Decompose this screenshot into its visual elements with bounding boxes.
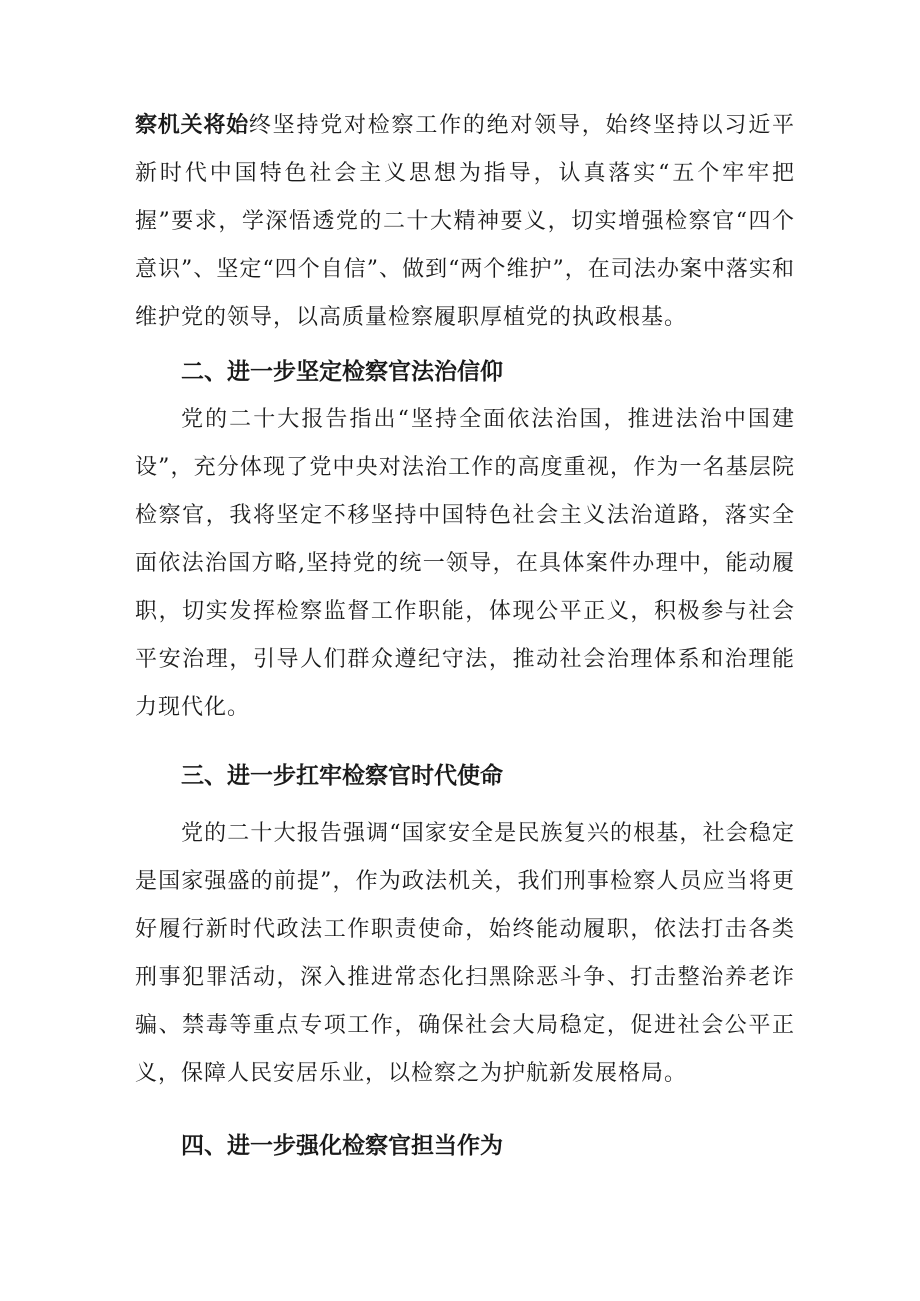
paragraph-3: 党的二十大报告强调“国家安全是民族复兴的根基，社会稳定是国家强盛的前提”，作为政法机关，我们刑事检察人员应当将更好履行新时代政法工作职责使命，始终能动履职，依法打击各类刑事犯罪活动，深入推进常态化扫黑除恶斗争、打击整治养老诈骗、禁毒等重点专项工作，确保社会大局稳定，促进社会公平正义，保障人民安居乐业，以检察之为护航新发展格局。 xyxy=(135,821,795,1086)
section-heading-3: 三、进一步扛牢检察官时代使命 xyxy=(181,763,503,789)
paragraph-1 xyxy=(135,102,795,342)
section-heading-4: 四、进一步强化检察官担当作为 xyxy=(181,1133,503,1159)
document-body xyxy=(135,102,795,1170)
section-heading-2: 二、进一步坚定检察官法治信仰 xyxy=(181,359,503,385)
paragraph-1-lead: 察机关将始 xyxy=(135,113,249,138)
paragraph-2: 党的二十大报告指出“坚持全面依法治国，推进法治中国建设”，充分体现了党中央对法治工作的高度重视，作为一名基层院检察官，我将坚定不移坚持中国特色社会主义法治道路，落实全面依法治国方略,坚持党的统一领导，在具体案件办理中，能动履职，切实发挥检察监督工作职能，体现公平正义，积极参与社会平安治理，引导人们群众遵纪守法，推动社会治理体系和治理能力现代化。 xyxy=(135,407,795,720)
paragraph-1-text: 终坚持党对检察工作的绝对领导，始终坚持以习近平新时代中国特色社会主义思想为指导，认真落实“五个牢牢把握”要求，学深悟透党的二十大精神要义，切实增强检察官“四个意识”、坚定“四个自信”、做到“两个维护”，在司法办案中落实和维护党的领导，以高质量检察履职厚植党的执政根基。 xyxy=(135,113,795,330)
